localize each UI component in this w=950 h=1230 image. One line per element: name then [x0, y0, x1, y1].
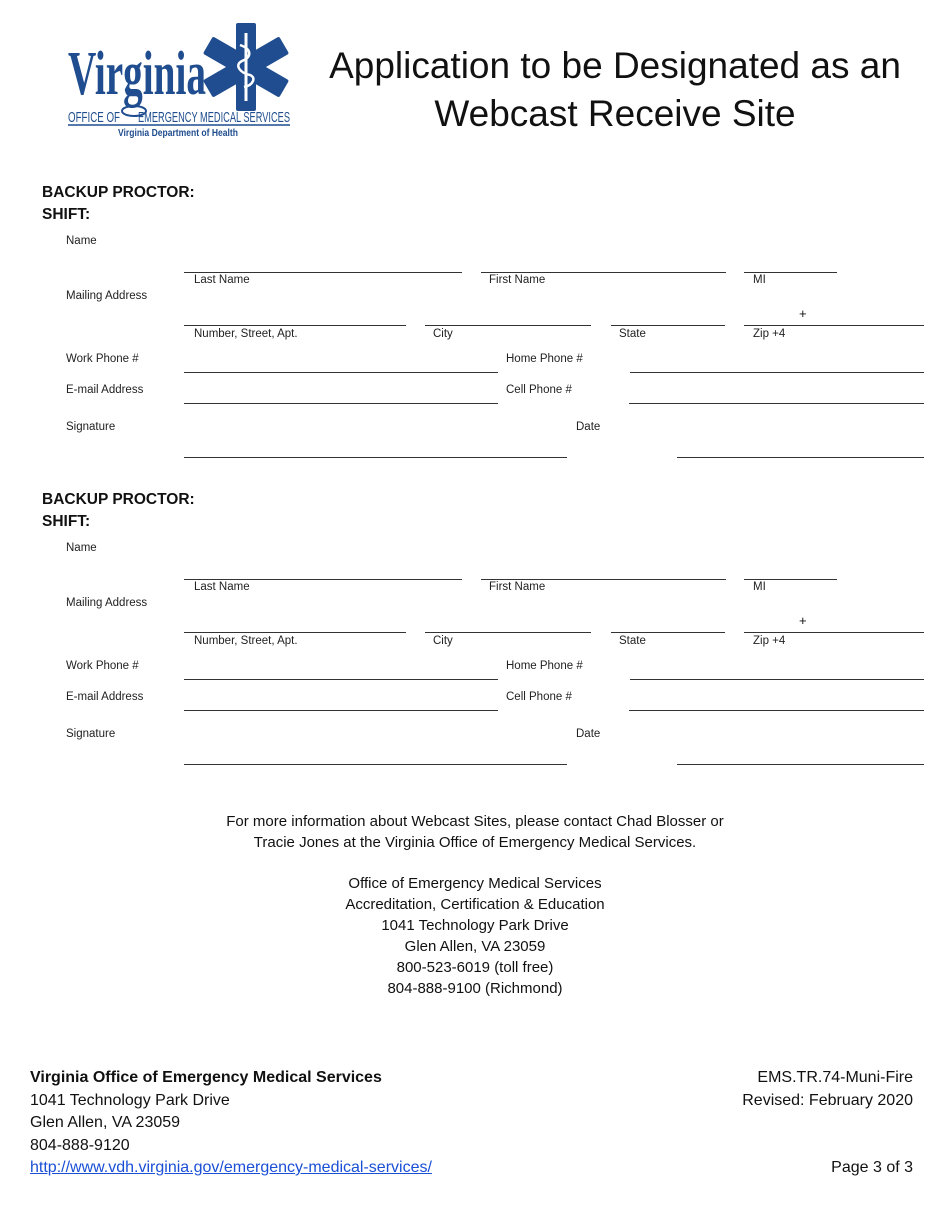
footer-org: Virginia Office of Emergency Medical Services	[30, 1069, 382, 1086]
title-line-1: Application to be Designated as an	[329, 45, 901, 86]
work-phone-label: Work Phone #	[66, 353, 139, 365]
signature-label: Signature	[66, 421, 116, 433]
shift-heading: SHIFT:	[42, 513, 91, 530]
office-division: Accreditation, Certification & Education	[345, 896, 605, 913]
title-line-2: Webcast Receive Site	[434, 93, 796, 134]
city-label: City	[433, 635, 453, 647]
signature-label: Signature	[66, 728, 116, 740]
contact-info-line-2: Tracie Jones at the Virginia Office of Emergency Medical Services.	[253, 834, 697, 851]
page-number: Page 3 of 3	[831, 1159, 913, 1176]
state-label: State	[619, 328, 646, 340]
office-toll-free: 800-523-6019 (toll free)	[396, 959, 554, 976]
state-label: State	[619, 635, 646, 647]
state-field[interactable]	[611, 632, 725, 633]
footer-left	[30, 1067, 432, 1180]
cell-phone-field[interactable]	[629, 403, 924, 404]
email-label: E-mail Address	[66, 691, 144, 703]
logo-ems-text: EMERGENCY MEDICAL SERVICES	[138, 109, 290, 126]
shift-heading: SHIFT:	[42, 206, 91, 223]
street-field[interactable]	[184, 632, 406, 633]
form-id: EMS.TR.74-Muni-Fire	[757, 1069, 913, 1086]
logo-dept-text: Virginia Department of Health	[118, 128, 238, 139]
footer-url-link[interactable]: http://www.vdh.virginia.gov/emergency-medical-services/	[30, 1159, 432, 1176]
logo-office-of: OFFICE OF	[68, 109, 120, 126]
star-of-life-icon	[203, 23, 289, 111]
email-field[interactable]	[184, 403, 498, 404]
virginia-oems-logo	[66, 22, 294, 140]
office-richmond-phone: 804-888-9100 (Richmond)	[387, 980, 563, 997]
zip-field[interactable]	[744, 632, 924, 633]
footer-right	[742, 1067, 913, 1112]
first-name-label: First Name	[489, 274, 546, 286]
street-field[interactable]	[184, 325, 406, 326]
mi-label: MI	[753, 581, 766, 593]
footer-city: Glen Allen, VA 23059	[30, 1114, 181, 1131]
home-phone-field[interactable]	[630, 679, 924, 680]
first-name-field[interactable]	[481, 272, 726, 273]
first-name-label: First Name	[489, 581, 546, 593]
work-phone-field[interactable]	[184, 372, 498, 373]
revised-date: Revised: February 2020	[742, 1091, 913, 1109]
work-phone-field[interactable]	[184, 679, 498, 680]
office-city: Glen Allen, VA 23059	[404, 938, 546, 955]
email-label: E-mail Address	[66, 384, 144, 396]
first-name-field[interactable]	[481, 579, 726, 580]
street-label: Number, Street, Apt.	[194, 328, 298, 340]
mailing-address-label: Mailing Address	[66, 290, 148, 302]
zip-label: Zip +4	[753, 328, 786, 340]
office-street: 1041 Technology Park Drive	[381, 917, 569, 934]
date-label: Date	[576, 728, 601, 740]
work-phone-label: Work Phone #	[66, 660, 139, 672]
home-phone-label: Home Phone #	[506, 660, 583, 672]
last-name-label: Last Name	[194, 274, 250, 286]
zip-field[interactable]	[744, 325, 924, 326]
section-heading: BACKUP PROCTOR:	[42, 491, 195, 508]
contact-info-line-1: For more information about Webcast Sites, please contact Chad Blosser or	[226, 813, 724, 830]
page-title	[315, 42, 915, 138]
signature-field[interactable]	[184, 457, 567, 458]
cell-phone-label: Cell Phone #	[506, 691, 572, 703]
cell-phone-label: Cell Phone #	[506, 384, 572, 396]
city-label: City	[433, 328, 453, 340]
zip-plus-sign: +	[799, 306, 807, 321]
zip-label: Zip +4	[753, 635, 786, 647]
street-label: Number, Street, Apt.	[194, 635, 298, 647]
name-label: Name	[66, 542, 97, 554]
date-label: Date	[576, 421, 601, 433]
footer-street: 1041 Technology Park Drive	[30, 1091, 230, 1109]
contact-info	[0, 811, 950, 853]
email-field[interactable]	[184, 710, 498, 711]
office-address	[0, 873, 950, 999]
date-field[interactable]	[677, 764, 924, 765]
last-name-label: Last Name	[194, 581, 250, 593]
footer-phone: 804-888-9120	[30, 1136, 130, 1154]
date-field[interactable]	[677, 457, 924, 458]
logo-wordmark: Virginia	[68, 40, 206, 108]
city-field[interactable]	[425, 325, 591, 326]
cell-phone-field[interactable]	[629, 710, 924, 711]
home-phone-field[interactable]	[630, 372, 924, 373]
last-name-field[interactable]	[184, 272, 462, 273]
signature-field[interactable]	[184, 764, 567, 765]
city-field[interactable]	[425, 632, 591, 633]
mi-field[interactable]	[744, 272, 837, 273]
state-field[interactable]	[611, 325, 725, 326]
last-name-field[interactable]	[184, 579, 462, 580]
mi-field[interactable]	[744, 579, 837, 580]
home-phone-label: Home Phone #	[506, 353, 583, 365]
section-heading: BACKUP PROCTOR:	[42, 184, 195, 201]
mailing-address-label: Mailing Address	[66, 597, 148, 609]
office-name: Office of Emergency Medical Services	[348, 875, 602, 892]
name-label: Name	[66, 235, 97, 247]
mi-label: MI	[753, 274, 766, 286]
zip-plus-sign: +	[799, 613, 807, 628]
